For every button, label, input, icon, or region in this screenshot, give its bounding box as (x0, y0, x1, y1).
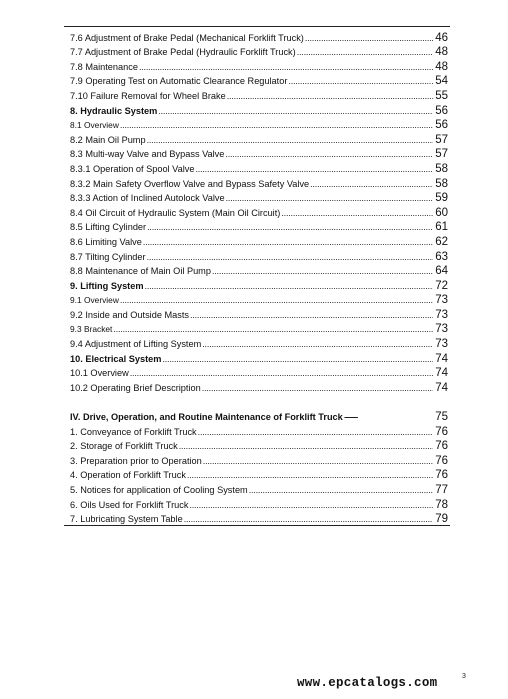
toc-entry-page: 56 (435, 104, 448, 117)
dot-leader (226, 191, 433, 205)
toc-entry-title: 8.7 Tilting Cylinder (70, 251, 146, 262)
toc-entry-title: IV. Drive, Operation, and Routine Maintenance of Forklift Truck (70, 412, 343, 423)
dot-leader (147, 133, 433, 147)
toc-entry-title: 9.4 Adjustment of Lifting System (70, 339, 202, 350)
dot-leader (179, 439, 433, 453)
toc-entry[interactable] (70, 409, 448, 424)
toc-entry-title: 7.6 Adjustment of Brake Pedal (Mechanical Forklift Truck) (70, 32, 304, 43)
toc-entry[interactable] (70, 205, 448, 220)
toc-entry-title: 10. Electrical System (70, 353, 162, 364)
toc-entry-page: 63 (435, 250, 448, 263)
toc-entry-page: 78 (435, 498, 448, 511)
toc-entry-title: 5. Notices for application of Cooling System (70, 485, 248, 495)
toc-entry[interactable] (70, 30, 448, 45)
toc-entry-title: 8.3 Multi-way Valve and Bypass Valve (70, 149, 225, 160)
dot-leader (113, 322, 433, 336)
dot-leader (147, 220, 433, 234)
toc-entry[interactable] (70, 45, 448, 60)
toc-entry-page: 57 (435, 133, 448, 146)
page-number: 3 (462, 673, 466, 680)
toc-entry-title: 10.1 Overview (70, 368, 129, 379)
toc-entry[interactable] (70, 118, 448, 133)
toc-entry[interactable] (70, 88, 448, 103)
toc-entry-page: 76 (435, 440, 448, 453)
dot-leader (305, 31, 433, 45)
dot-leader (227, 89, 433, 103)
toc-entry-page: 55 (435, 89, 448, 102)
dot-leader (225, 147, 433, 161)
toc-entry-page: 58 (435, 162, 448, 175)
toc-entry[interactable] (70, 468, 448, 483)
toc-entry-title: 8.8 Maintenance of Main Oil Pump (70, 266, 211, 277)
toc-entry-title: 8.6 Limiting Valve (70, 236, 142, 247)
toc-entry[interactable] (70, 132, 448, 147)
toc-entry-page: 76 (435, 454, 448, 467)
toc-entry[interactable] (70, 293, 448, 308)
toc-entry[interactable] (70, 220, 448, 235)
toc-section-b (70, 409, 448, 526)
dot-leader (297, 45, 433, 59)
toc-entry[interactable] (70, 351, 448, 366)
toc-entry-page: 73 (435, 308, 448, 321)
top-rule (64, 26, 450, 27)
toc-entry-page: 79 (435, 513, 448, 526)
footer-website: www.epcatalogs.com (297, 676, 438, 690)
toc-entry-title: 7.7 Adjustment of Brake Pedal (Hydraulic Forklift Truck) (70, 47, 296, 58)
dot-leader (202, 337, 433, 351)
dot-leader (281, 206, 433, 220)
dot-leader (120, 293, 433, 307)
toc-entry-title: 9.3 Bracket (70, 324, 113, 335)
toc-entry[interactable] (70, 161, 448, 176)
toc-entry-title: 9. Lifting System (70, 280, 144, 291)
dot-leader (147, 250, 433, 264)
dot-leader (130, 366, 433, 380)
toc-entry[interactable] (70, 453, 448, 468)
toc-entry-title: 1. Conveyance of Forklift Truck (70, 426, 197, 437)
toc-entry-page: 46 (435, 31, 448, 44)
toc-entry[interactable] (70, 424, 448, 439)
toc-entry[interactable] (70, 307, 448, 322)
toc-entry-title: 8.3.2 Main Safety Overflow Valve and Bypass Safety Valve (70, 178, 310, 189)
toc-entry[interactable] (70, 234, 448, 249)
toc-entry-title: 8.2 Main Oil Pump (70, 134, 146, 145)
dot-leader (189, 498, 433, 512)
toc-entry-page: 54 (435, 75, 448, 88)
toc-entry-page: 59 (435, 192, 448, 205)
toc-entry[interactable] (70, 264, 448, 279)
toc-entry-page: 61 (435, 221, 448, 234)
toc-entry-page: 73 (435, 294, 448, 307)
dot-leader (158, 104, 433, 118)
toc-entry-page: 73 (435, 323, 448, 336)
toc-entry-page: 56 (435, 119, 448, 132)
toc-entry-page: 72 (435, 279, 448, 292)
toc-entry[interactable] (70, 74, 448, 89)
dot-leader (120, 118, 433, 132)
toc-section-a (70, 30, 448, 395)
toc-entry-title: 8. Hydraulic System (70, 105, 158, 116)
toc-entry-title: 6. Oils Used for Forklift Truck (70, 499, 189, 510)
dot-leader (288, 74, 433, 88)
toc-entry-title: 8.1 Overview (70, 120, 119, 131)
toc-entry-title: 8.5 Lifting Cylinder (70, 222, 147, 233)
dot-leader (195, 162, 433, 176)
toc-entry-title: 8.4 Oil Circuit of Hydraulic System (Main Oil Circuit) (70, 207, 281, 218)
toc-entry-page: 73 (435, 338, 448, 351)
toc-entry-page: 58 (435, 177, 448, 190)
section-gap (70, 395, 448, 410)
toc-entry-page: 76 (435, 469, 448, 482)
toc-entry-page: 75 (435, 411, 448, 424)
toc-entry[interactable] (70, 191, 448, 206)
table-of-contents (70, 30, 448, 526)
toc-entry-page: 74 (435, 367, 448, 380)
toc-entry-page: 76 (435, 425, 448, 438)
toc-entry[interactable] (70, 336, 448, 351)
toc-entry-title: 9.1 Overview (70, 295, 119, 306)
toc-entry-title: 8.3.3 Action of Inclined Autolock Valve (70, 193, 225, 204)
toc-entry-page: 74 (435, 352, 448, 365)
dot-leader (139, 60, 433, 74)
toc-entry[interactable] (70, 322, 448, 337)
toc-entry-page: 77 (435, 484, 448, 496)
toc-entry[interactable] (70, 176, 448, 191)
toc-entry-title: 3. Preparation prior to Operation (70, 455, 202, 466)
dot-leader (187, 468, 433, 482)
toc-entry-title: 10.2 Operating Brief Description (70, 382, 201, 393)
toc-entry-title: 7. Lubricating System Table (70, 514, 183, 525)
toc-entry[interactable] (70, 512, 448, 527)
toc-entry[interactable] (70, 103, 448, 118)
dot-leader (198, 425, 433, 439)
dot-leader (202, 381, 433, 395)
toc-entry-page: 74 (435, 381, 448, 394)
toc-entry-title: 7.8 Maintenance (70, 61, 138, 72)
dot-leader (212, 264, 433, 278)
toc-entry-title: 2. Storage of Forklift Truck (70, 441, 178, 452)
toc-entry-page: 64 (435, 265, 448, 278)
toc-entry[interactable] (70, 278, 448, 293)
toc-entry-page: 48 (435, 46, 448, 59)
toc-entry[interactable] (70, 366, 448, 381)
dot-leader (190, 308, 433, 322)
toc-entry-page: 48 (435, 60, 448, 73)
toc-entry[interactable] (70, 439, 448, 454)
toc-entry[interactable] (70, 249, 448, 264)
dot-leader (203, 454, 433, 468)
toc-entry[interactable] (70, 497, 448, 512)
toc-entry[interactable] (70, 482, 448, 497)
toc-entry-page: 57 (435, 148, 448, 161)
dot-leader (143, 235, 433, 249)
toc-entry-title: 4. Operation of Forklift Truck (70, 470, 186, 481)
toc-entry-title: 9.2 Inside and Outside Masts (70, 309, 189, 320)
bottom-rule (64, 525, 450, 526)
toc-entry-title: 7.10 Failure Removal for Wheel Brake (70, 90, 226, 101)
toc-entry[interactable] (70, 380, 448, 395)
dot-leader (162, 352, 433, 366)
dot-leader (145, 279, 433, 293)
dot-leader (344, 409, 433, 424)
dot-leader (310, 177, 433, 191)
toc-entry-page: 62 (435, 235, 448, 248)
toc-entry[interactable] (70, 147, 448, 162)
dot-leader (249, 483, 433, 497)
toc-entry[interactable] (70, 59, 448, 74)
toc-entry-title: 7.9 Operating Test on Automatic Clearance Regulator (70, 76, 288, 87)
toc-entry-title: 8.3.1 Operation of Spool Valve (70, 163, 195, 174)
toc-entry-page: 60 (435, 206, 448, 219)
